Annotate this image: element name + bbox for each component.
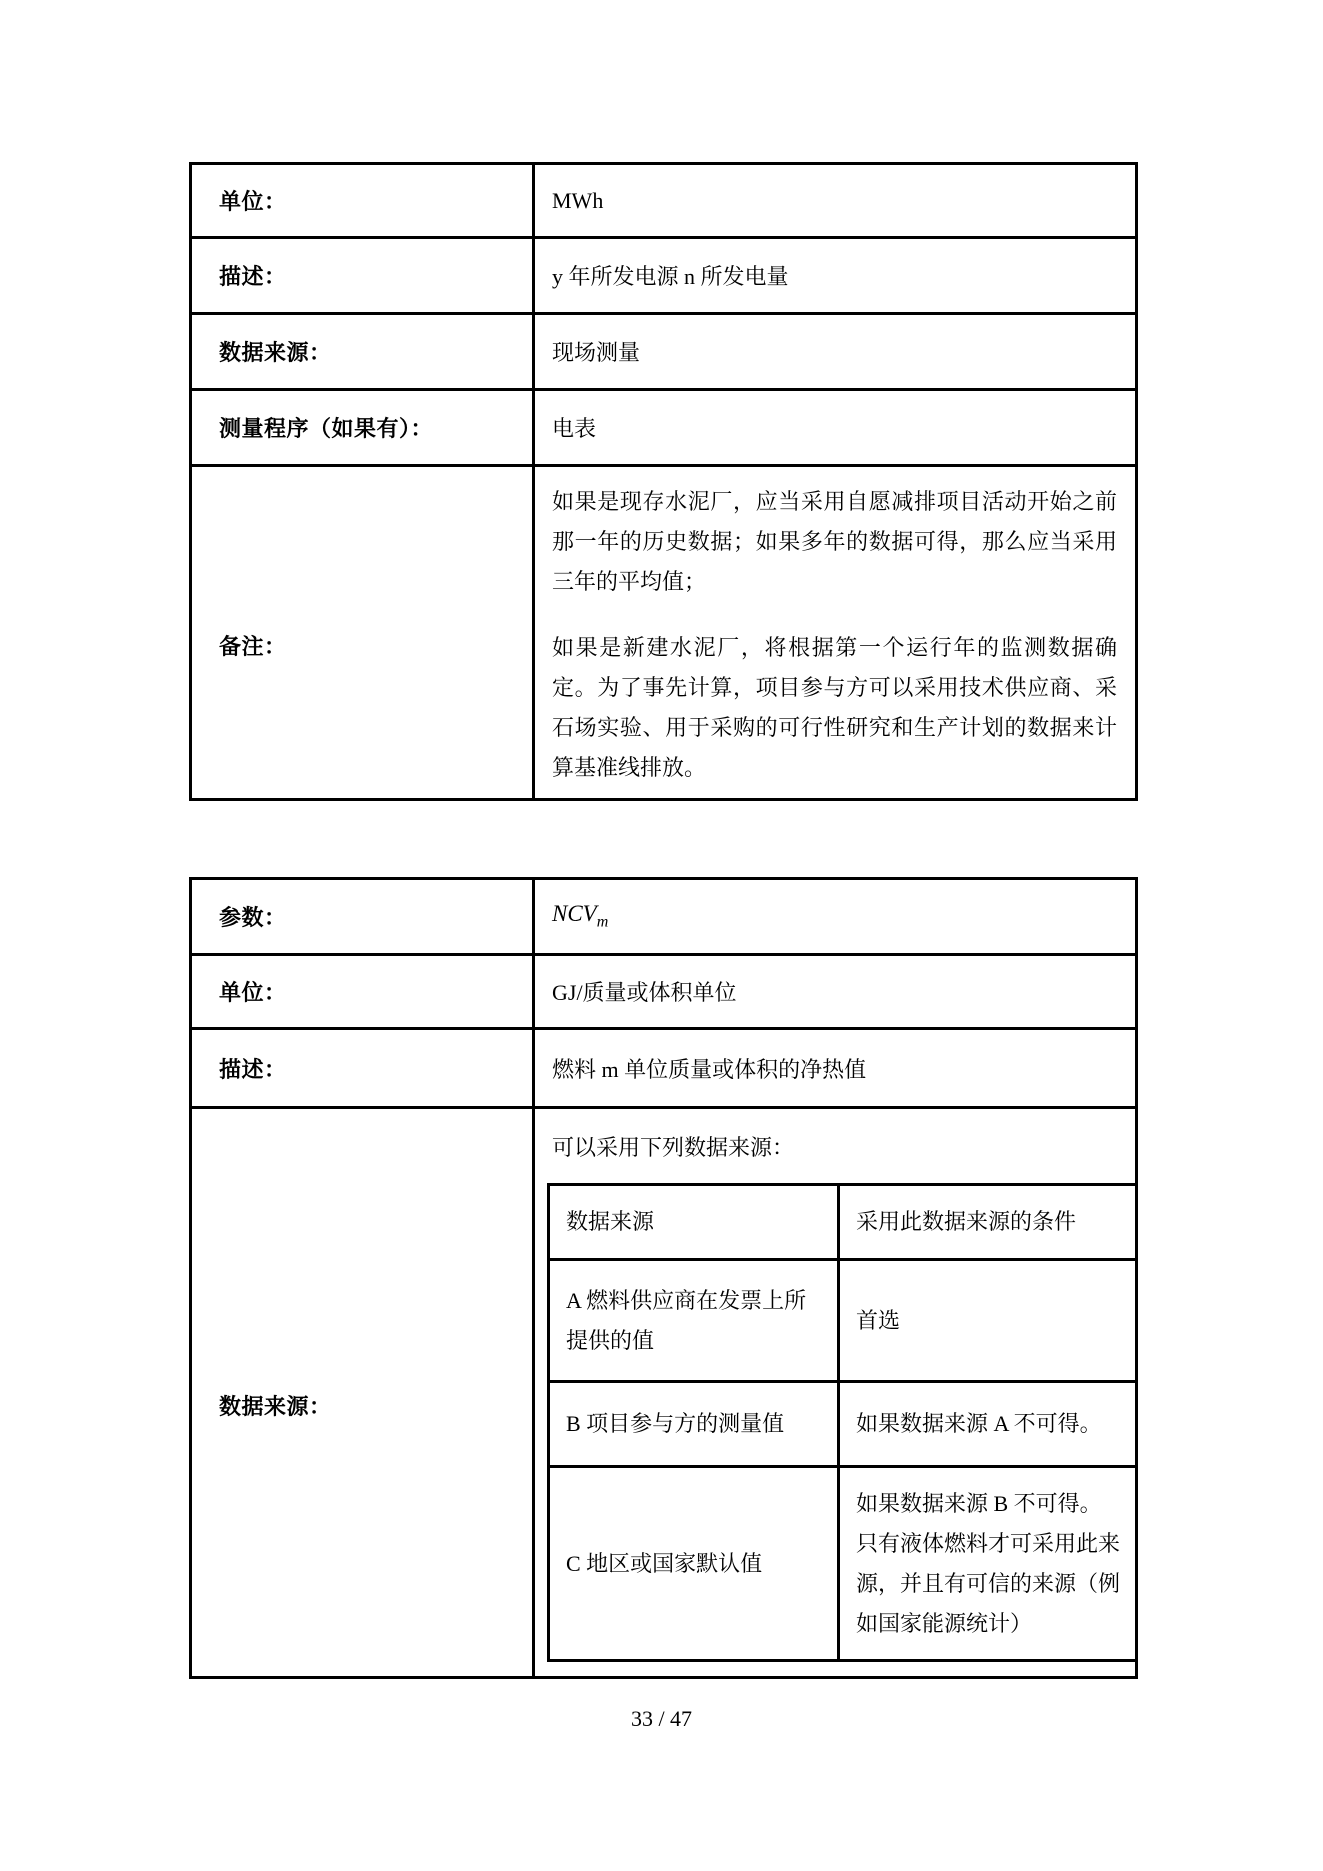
- table-row-unit: [191, 955, 1137, 1029]
- source-table-row-a: [549, 1260, 1137, 1382]
- parameter-formula: [552, 901, 609, 931]
- parameter-table-2: [189, 877, 1138, 1679]
- condition-b: 如果数据来源 A 不可得。: [839, 1382, 1137, 1467]
- source-table-row-c: [549, 1467, 1137, 1661]
- table-row-parameter: [191, 879, 1137, 955]
- data-source-intro: 可以采用下列数据来源：: [552, 1135, 795, 1160]
- source-table-header-source: 数据来源: [549, 1185, 839, 1260]
- source-b: B 项目参与方的测量值: [549, 1382, 839, 1467]
- row-label-measurement-procedure: 测量程序（如果有）：: [191, 390, 534, 466]
- row-value-description: 燃料 m 单位质量或体积的净热值: [534, 1029, 1137, 1108]
- parameter-table-1: [189, 162, 1138, 801]
- page-number: 33 / 47: [630, 1706, 693, 1731]
- condition-a: 首选: [839, 1260, 1137, 1382]
- row-value-measurement-procedure: 电表: [534, 390, 1137, 466]
- source-table-header-condition: 采用此数据来源的条件: [839, 1185, 1137, 1260]
- remark-paragraph-2: 如果是新建水泥厂，将根据第一个运行年的监测数据确定。为了事先计算，项目参与方可以采用技术供应商、采石场实验、用于采购的可行性研究和生产计划的数据来计算基准线排放。: [552, 634, 1117, 780]
- row-label-unit: 单位：: [191, 164, 534, 238]
- condition-c: 如果数据来源 B 不可得。只有液体燃料才可采用此来源，并且有可信的来源（例如国家能源统计）: [839, 1467, 1137, 1661]
- row-value-unit: MWh: [534, 164, 1137, 238]
- row-value-data-source: 现场测量: [534, 314, 1137, 390]
- row-value-remarks: [534, 466, 1137, 800]
- source-c: C 地区或国家默认值: [549, 1467, 839, 1661]
- table-row-description: [191, 1029, 1137, 1108]
- row-value-unit: GJ/质量或体积单位: [534, 955, 1137, 1029]
- data-source-options-table: [547, 1183, 1138, 1662]
- source-table-header-row: [549, 1185, 1137, 1260]
- table-row-description: [191, 238, 1137, 314]
- table-row-remarks: [191, 466, 1137, 800]
- row-label-remarks: 备注：: [191, 466, 534, 800]
- table-row-data-source: [191, 1108, 1137, 1678]
- formula-base: NCV: [552, 901, 597, 927]
- table-row-measurement-procedure: [191, 390, 1137, 466]
- row-value-data-source: [534, 1108, 1137, 1678]
- table-row-unit: [191, 164, 1137, 238]
- row-label-parameter: 参数：: [191, 879, 534, 955]
- table-row-data-source: [191, 314, 1137, 390]
- row-value-parameter: [534, 879, 1137, 955]
- row-value-description: y 年所发电源 n 所发电量: [534, 238, 1137, 314]
- source-a: A 燃料供应商在发票上所提供的值: [549, 1260, 839, 1382]
- row-label-data-source: 数据来源：: [191, 314, 534, 390]
- row-label-description: 描述：: [191, 238, 534, 314]
- row-label-data-source: 数据来源：: [191, 1108, 534, 1678]
- formula-subscript: m: [596, 913, 609, 931]
- remark-paragraph-1: 如果是现存水泥厂，应当采用自愿减排项目活动开始之前那一年的历史数据；如果多年的数据可得，那么应当采用三年的平均值；: [552, 488, 1117, 594]
- source-table-row-b: [549, 1382, 1137, 1467]
- row-label-description: 描述：: [191, 1029, 534, 1108]
- row-label-unit: 单位：: [191, 955, 534, 1029]
